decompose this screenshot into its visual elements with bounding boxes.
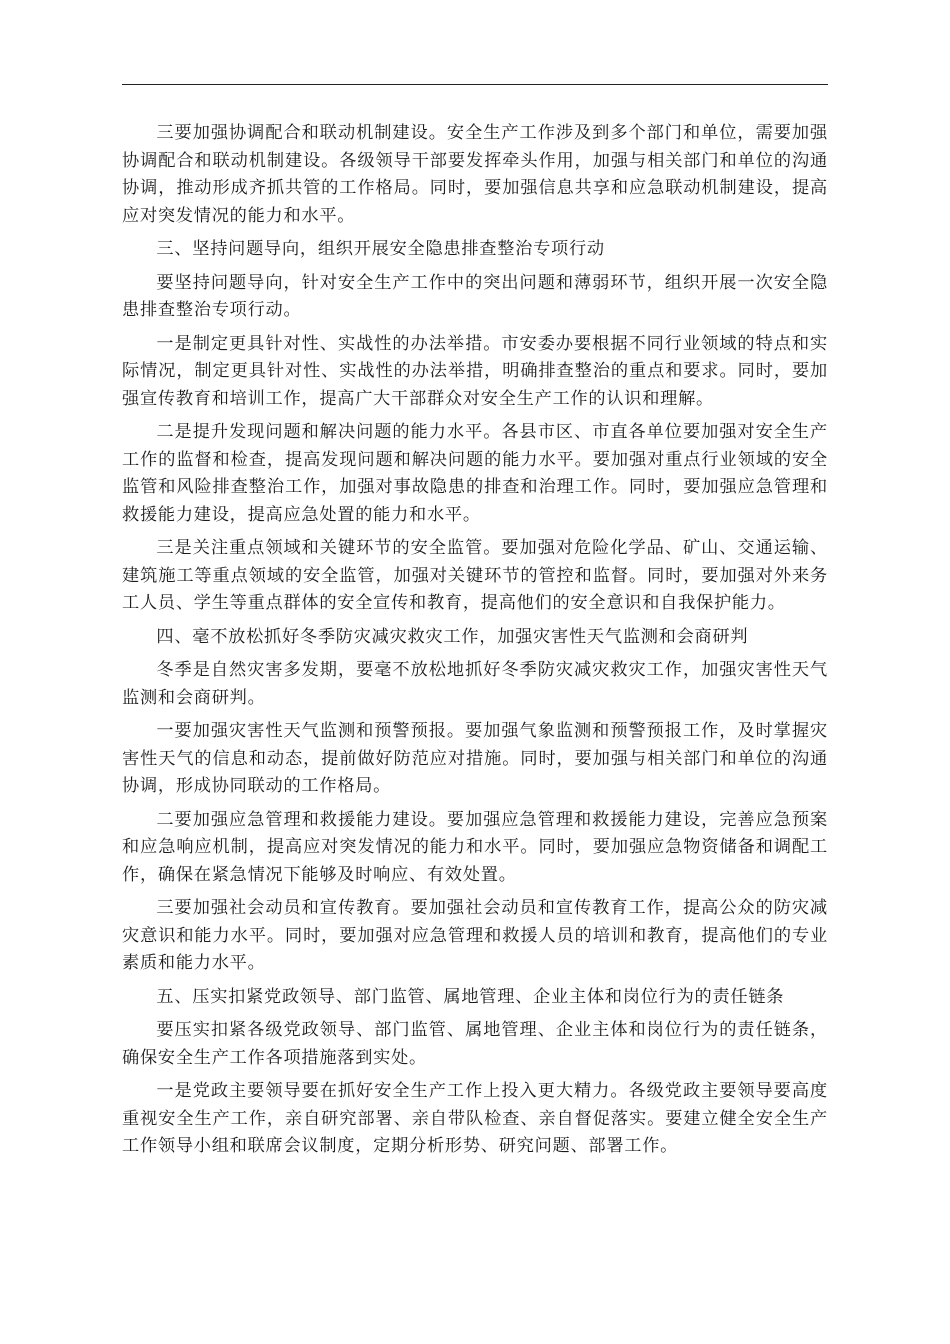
section-heading: 三、坚持问题导向，组织开展安全隐患排查整治专项行动 — [156, 239, 605, 259]
paragraph: 一是制定更具针对性、实战性的办法举措。市安委办要根据不同行业领域的特点和实际情况，制定更具针对性、实战性的办法举措，明确排查整治的重点和要求。同时，要加强宣传教育和培训工作，提高广大干部群众对安全生产工作的认识和理解。 — [122, 333, 828, 409]
paragraph: 一要加强灾害性天气监测和预警预报。要加强气象监测和预警预报工作，及时掌握灾害性天气的信息和动态，提前做好防范应对措施。同时，要加强与相关部门和单位的沟通协调，形成协同联动的工作格局。 — [122, 721, 828, 796]
document-body — [122, 120, 828, 1167]
paragraph: 要坚持问题导向，针对安全生产工作中的突出问题和薄弱环节，组织开展一次安全隐患排查整治专项行动。 — [122, 272, 828, 320]
section-heading: 四、毫不放松抓好冬季防灾减灾救灾工作，加强灾害性天气监测和会商研判 — [156, 626, 749, 647]
section-heading: 五、压实扣紧党政领导、部门监管、属地管理、企业主体和岗位行为的责任链条 — [156, 986, 785, 1007]
paragraph: 一是党政主要领导要在抓好安全生产工作上投入更大精力。各级党政主要领导要高度重视安全生产工作，亲自研究部署、亲自带队检查、亲自督促落实。要建立健全安全生产工作领导小组和联席会议制度，定期分析形势、研究问题、部署工作。 — [122, 1081, 828, 1156]
paragraph: 三是关注重点领域和关键环节的安全监管。要加强对危险化学品、矿山、交通运输、建筑施工等重点领域的安全监管，加强对关键环节的管控和监督。同时，要加强对外来务工人员、学生等重点群体的安全宣传和教育，提高他们的安全意识和自我保护能力。 — [122, 538, 828, 613]
paragraph: 要压实扣紧各级党政领导、部门监管、属地管理、企业主体和岗位行为的责任链条，确保安全生产工作各项措施落到实处。 — [122, 1020, 828, 1068]
paragraph: 二要加强应急管理和救援能力建设。要加强应急管理和救援能力建设，完善应急预案和应急响应机制，提高应对突发情况的能力和水平。同时，要加强应急物资储备和调配工作，确保在紧急情况下能够及时响应、有效处置。 — [122, 809, 828, 885]
paragraph: 冬季是自然灾害多发期，要毫不放松地抓好冬季防灾减灾救灾工作，加强灾害性天气监测和会商研判。 — [122, 660, 828, 708]
paragraph: 三要加强社会动员和宣传教育。要加强社会动员和宣传教育工作，提高公众的防灾减灾意识和能力水平。同时，要加强对应急管理和救援人员的培训和教育，提高他们的专业素质和能力水平。 — [122, 898, 828, 973]
header-rule — [122, 84, 828, 85]
paragraph: 二是提升发现问题和解决问题的能力水平。各县市区、市直各单位要加强对安全生产工作的监督和检查，提高发现问题和解决问题的能力水平。要加强对重点行业领域的安全监管和风险排查整治工作，加强对事故隐患的排查和治理工作。同时，要加强应急管理和救援能力建设，提高应急处置的能力和水平。 — [122, 422, 828, 525]
paragraph: 三要加强协调配合和联动机制建设。安全生产工作涉及到多个部门和单位，需要加强协调配合和联动机制建设。各级领导干部要发挥牵头作用，加强与相关部门和单位的沟通协调，推动形成齐抓共管的工作格局。同时，要加强信息共享和应急联动机制建设，提高应对突发情况的能力和水平。 — [122, 123, 828, 226]
